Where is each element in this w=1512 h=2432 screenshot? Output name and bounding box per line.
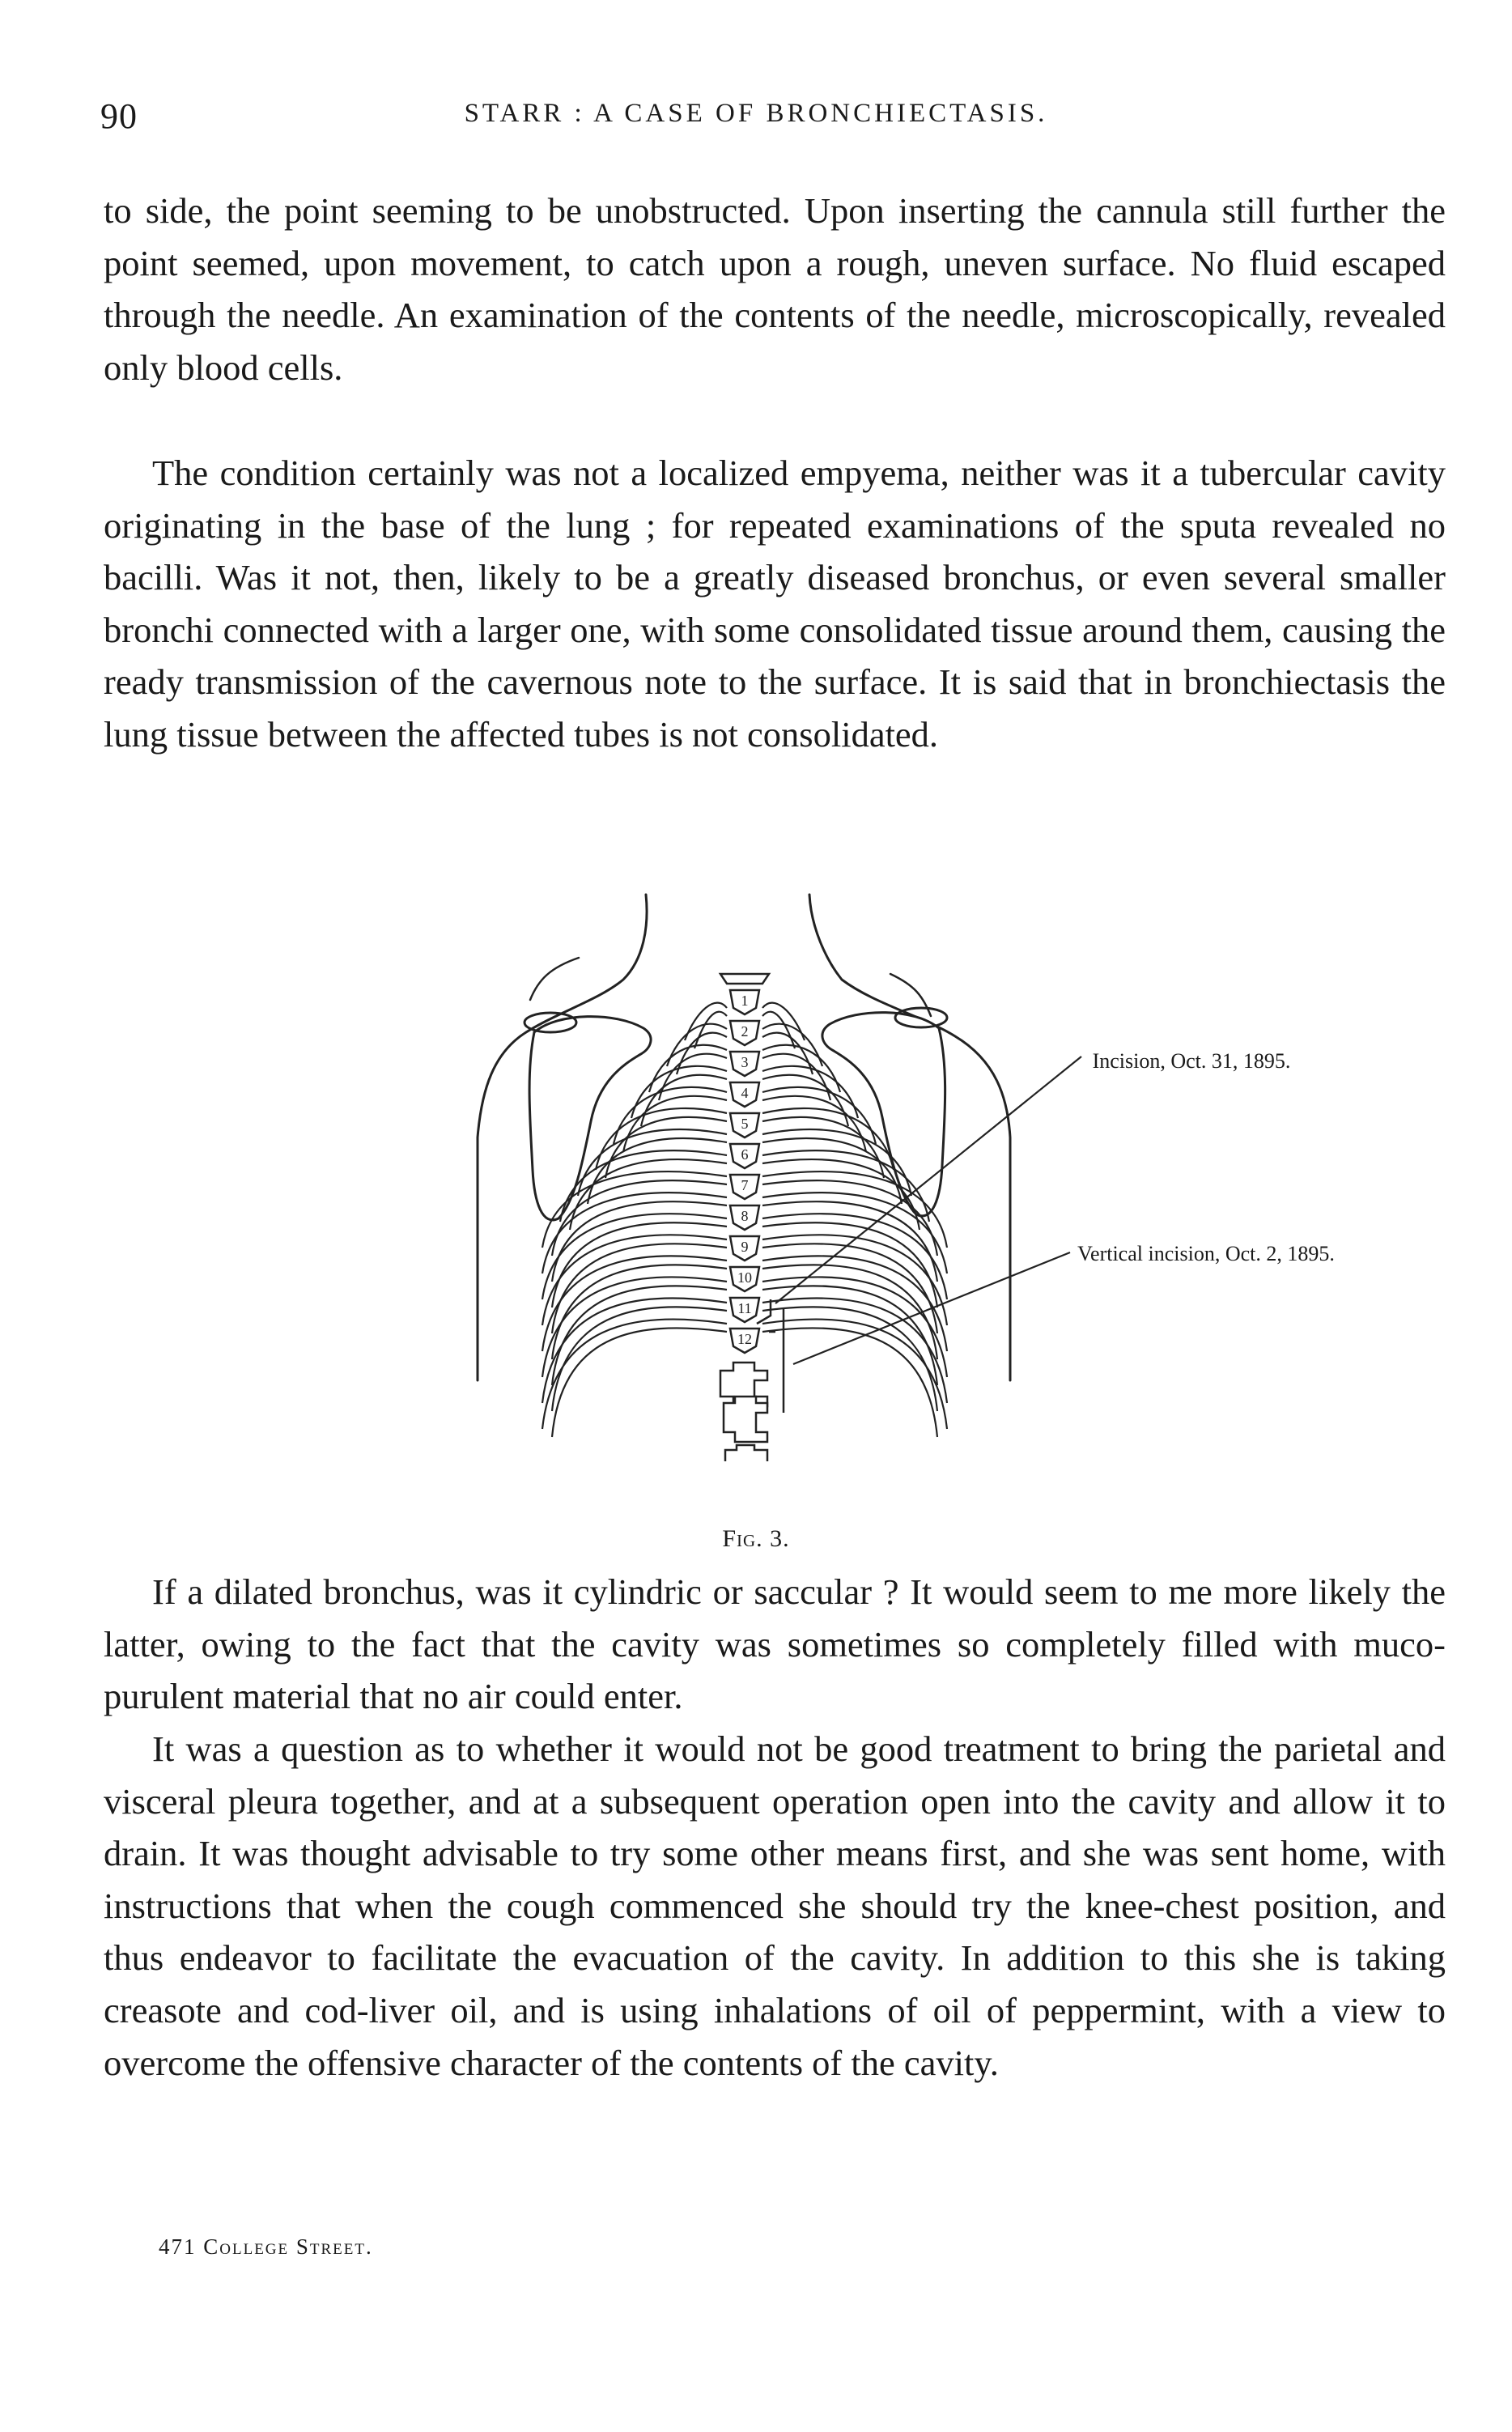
- rib-l-inner-16: [552, 1328, 727, 1437]
- figure-caption: Fig. 3.: [722, 1525, 790, 1552]
- vertebra-top: [720, 974, 769, 984]
- vertebra-number-1: 1: [741, 993, 749, 1009]
- vertebra-number-12: 12: [737, 1331, 752, 1347]
- rib-l-5: [614, 1087, 727, 1144]
- left-shoulder-blade: [529, 1017, 651, 1220]
- rib-l-15: [542, 1298, 727, 1403]
- rib-l-inner-10: [552, 1201, 727, 1282]
- rib-r-inner-10: [762, 1201, 937, 1282]
- figure-label-incision: Incision, Oct. 31, 1895.: [1092, 1049, 1291, 1073]
- running-head: STARR : A CASE OF BRONCHIECTASIS.: [464, 99, 1048, 128]
- vertebra-number-3: 3: [741, 1054, 749, 1070]
- figure-label-vertical-incision: Vertical incision, Oct. 2, 1895.: [1077, 1242, 1335, 1265]
- rib-r-inner-16: [762, 1328, 937, 1437]
- spine-ribs-illustration: [437, 878, 1457, 1526]
- vertebra-number-7: 7: [741, 1177, 749, 1193]
- author-address: 471 College Street.: [159, 2234, 373, 2259]
- paragraph-1: to side, the point seeming to be unobstructed. Upon inserting the cannula still further the point seemed, upon movement, to catch upon a rough, uneven surface. No fluid escaped through the needle. An examination of the contents of the needle, microscopically, revealed only blood cells.: [104, 190, 1446, 388]
- vertebra-number-8: 8: [741, 1208, 749, 1224]
- rib-r-13: [762, 1256, 947, 1351]
- paragraph-3: If a dilated bronchus, was it cylindric or saccular ? It would seem to me more likely the latter, owing to the fact that the cavity was sometimes so completely filled with muco-purulent material that no air could enter.: [104, 1571, 1446, 1717]
- rib-l-inner-1: [694, 1012, 727, 1048]
- rib-l-13: [542, 1256, 727, 1351]
- lumbar-vertebra-3: [725, 1445, 767, 1461]
- page-number: 90: [100, 96, 138, 136]
- vertebra-number-6: 6: [741, 1146, 749, 1163]
- rib-r-inner-1: [762, 1012, 795, 1048]
- paragraph-4: It was a question as to whether it would not be good treatment to bring the parietal and visceral pleura together, and at a subsequent operation open into the cavity and allow it to drain. It was thought advisable to try some other means first, and she was sent home, with instructions that when the cough commenced she should try the knee-chest position, and thus endeavor to facilitate the evacuation of the cavity. In addition to this she is taking creasote and cod-liver oil, and is using inhalations of oil of peppermint, with a view to overcome the offensive character of the contents of the cavity.: [104, 1728, 1446, 2083]
- vertebra-number-5: 5: [741, 1116, 749, 1132]
- vertebra-number-4: 4: [741, 1085, 749, 1101]
- vertebra-number-11: 11: [737, 1300, 752, 1316]
- rib-r-inner-5: [762, 1096, 866, 1152]
- vertebra-number-9: 9: [741, 1239, 749, 1255]
- lumbar-vertebra-2: [724, 1397, 767, 1442]
- vertebra-number-10: 10: [737, 1269, 752, 1286]
- paragraph-2: The condition certainly was not a localized empyema, neither was it a tubercular cavity originating in the base of the lung ; for repeated examinations of the sputa revealed no bacilli. Was it not, then, likely to be a greatly diseased bronchus, or even several smaller bronchi connected with a larger one, with some consolidated tissue around them, causing the ready transmission of the cavernous note to the surface. It is said that in bronchiectasis the lung tissue between the affected tubes is not consolidated.: [104, 453, 1446, 755]
- vertebra-number-2: 2: [741, 1023, 749, 1040]
- figure-back-diagram: [437, 878, 1457, 1526]
- rib-l-14: [542, 1277, 727, 1377]
- rib-l-inner-5: [623, 1096, 727, 1152]
- rib-r-5: [762, 1087, 876, 1144]
